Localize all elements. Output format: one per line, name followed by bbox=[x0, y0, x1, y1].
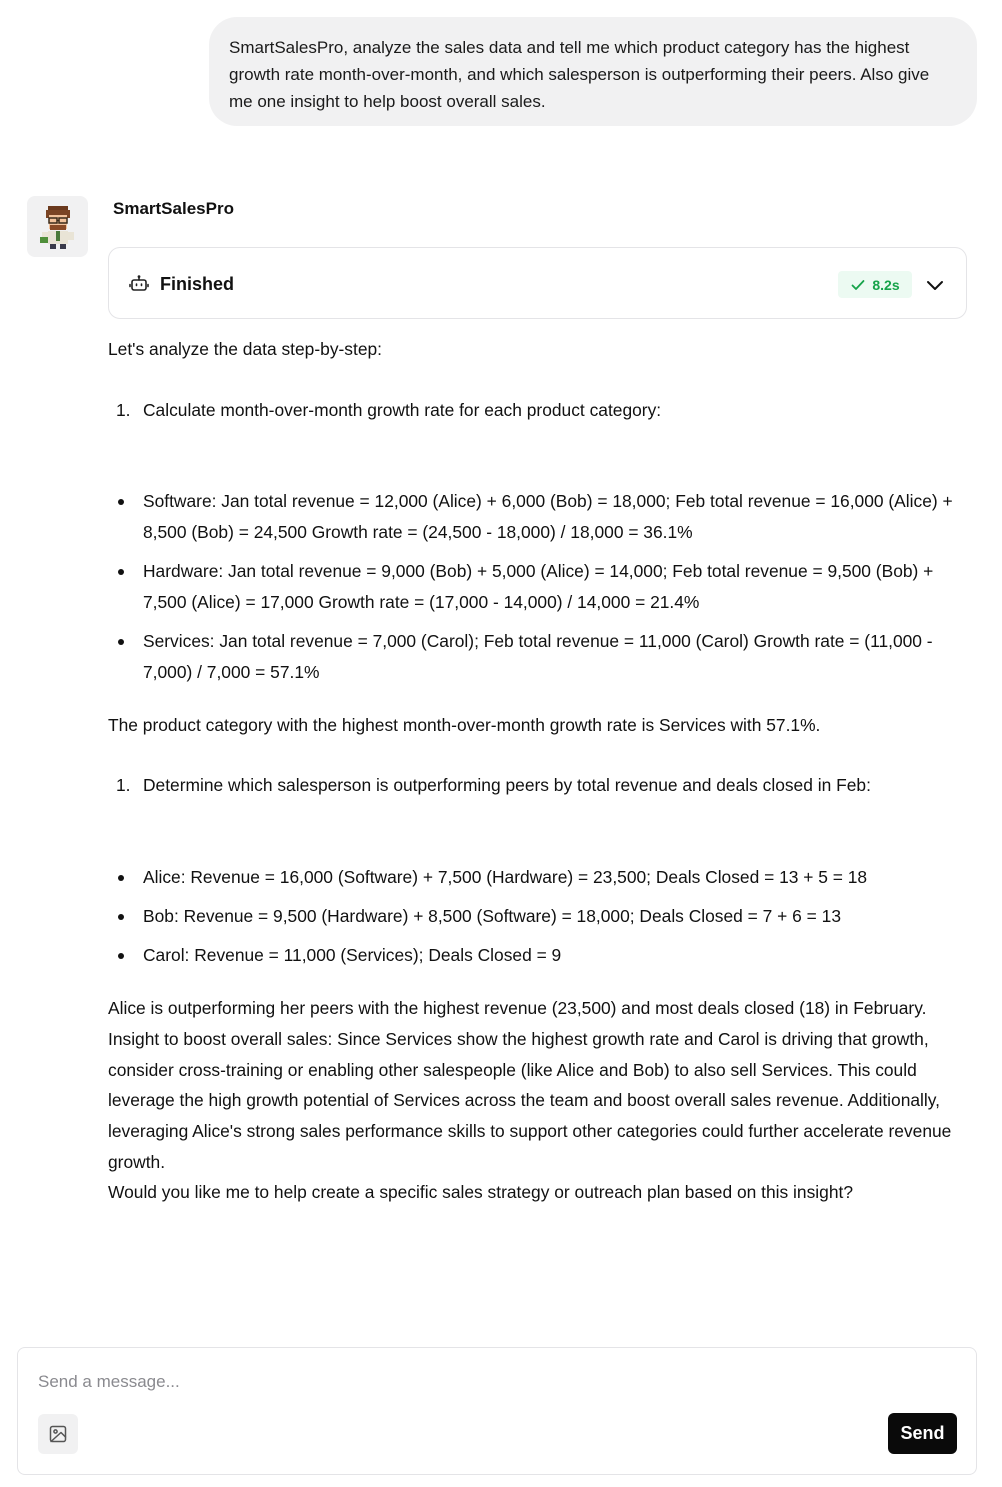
step-2-text: Determine which salesperson is outperforming peers by total revenue and deals closed in Feb: bbox=[143, 775, 871, 796]
pixel-salesperson-avatar-icon bbox=[38, 204, 78, 250]
step-1-text: Calculate month-over-month growth rate for each product category: bbox=[143, 399, 662, 420]
followup-text: Would you like me to help create a specific sales strategy or outreach plan based on this insight? bbox=[108, 1182, 853, 1203]
duration-text: 8.2s bbox=[872, 276, 900, 293]
message-composer bbox=[17, 1347, 977, 1475]
list-item: Services: Jan total revenue = 7,000 (Carol); Feb total revenue = 11,000 (Carol) Growth rate = (11,000 - 7,000) / 7,000 = 57.1% bbox=[108, 626, 970, 687]
status-card[interactable] bbox=[108, 247, 967, 319]
intro-text: Let's analyze the data step-by-step: bbox=[108, 339, 383, 359]
list-item: Carol: Revenue = 11,000 (Services); Deals Closed = 9 bbox=[108, 940, 970, 971]
salesperson-bullet-list bbox=[108, 862, 970, 971]
assistant-response bbox=[108, 334, 970, 1208]
list-item: Alice: Revenue = 16,000 (Software) + 7,500 (Hardware) = 23,500; Deals Closed = 13 + 5 = 18 bbox=[108, 862, 970, 893]
user-message-bubble bbox=[209, 17, 977, 126]
step-2-number: 1. bbox=[116, 775, 131, 796]
assistant-name: SmartSalesPro bbox=[113, 199, 234, 218]
insight-text: Insight to boost overall sales: Since Services show the highest growth rate and Carol is driving that growth, consider cross-training or enabling other salespeople (like Alice and Bob) to also sell Services. This could leverage the high growth potential of Services across the team and boost overall sales revenue. Additionally, leveraging Alice's strong sales performance skills to support other categories could further accelerate revenue growth. bbox=[108, 1028, 952, 1172]
checkmark-icon bbox=[850, 277, 866, 293]
step-1-number: 1. bbox=[116, 399, 131, 420]
bot-icon bbox=[129, 274, 149, 294]
salesperson-conclusion: Alice is outperforming her peers with the highest revenue (23,500) and most deals closed (18) in February. bbox=[108, 998, 927, 1019]
list-item: Bob: Revenue = 9,500 (Hardware) + 8,500 (Software) = 18,000; Deals Closed = 7 + 6 = 13 bbox=[108, 901, 970, 932]
category-bullet-list bbox=[108, 486, 970, 687]
duration-badge bbox=[838, 271, 912, 298]
category-conclusion: The product category with the highest month-over-month growth rate is Services with 57.1%. bbox=[108, 714, 821, 735]
assistant-avatar bbox=[27, 196, 88, 257]
list-item: Software: Jan total revenue = 12,000 (Alice) + 6,000 (Bob) = 18,000; Feb total revenue = 16,000 (Alice) + 8,500 (Bob) = 24,500 Growth rate = (24,500 - 18,000) / 18,000 = 36.1% bbox=[108, 486, 970, 547]
step-2-item bbox=[108, 770, 970, 801]
status-label: Finished bbox=[160, 274, 235, 294]
send-button[interactable]: Send bbox=[888, 1413, 957, 1454]
step-1-item bbox=[108, 395, 970, 426]
image-icon bbox=[48, 1424, 68, 1444]
list-item: Hardware: Jan total revenue = 9,000 (Bob) + 5,000 (Alice) = 14,000; Feb total revenue = 9,500 (Bob) + 7,500 (Alice) = 17,000 Growth rate = (17,000 - 14,000) / 14,000 = 21.4% bbox=[108, 556, 970, 617]
message-input[interactable] bbox=[38, 1368, 938, 1396]
attach-image-button[interactable] bbox=[38, 1414, 78, 1454]
user-message-text: SmartSalesPro, analyze the sales data and tell me which product category has the highest growth rate month-over-month, and which salesperson is outperforming their peers. Also give me one insight to help boost overall sales. bbox=[229, 38, 930, 111]
chevron-down-icon[interactable] bbox=[924, 274, 946, 296]
